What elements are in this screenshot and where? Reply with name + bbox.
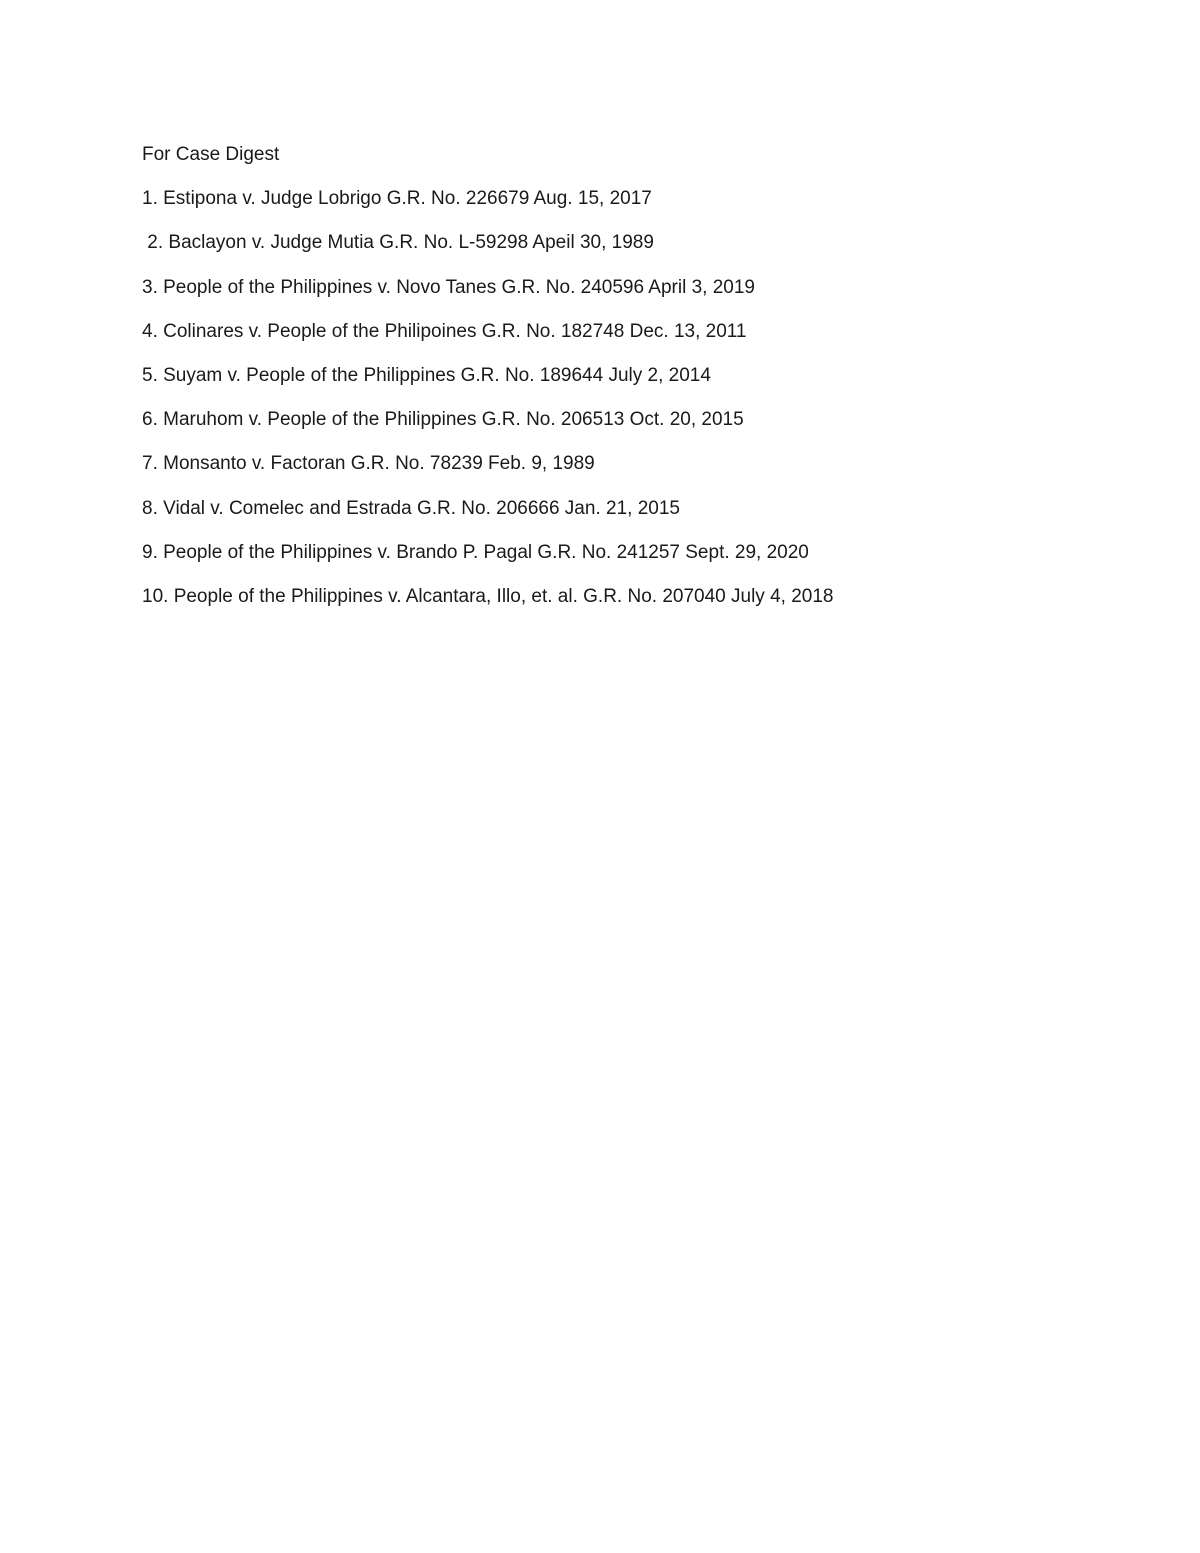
document-body [142,143,1102,629]
case-list-item: 1. Estipona v. Judge Lobrigo G.R. No. 226679 Aug. 15, 2017 [142,188,652,210]
case-list-item: 9. People of the Philippines v. Brando P. Pagal G.R. No. 241257 Sept. 29, 2020 [142,541,809,563]
case-list-item: 6. Maruhom v. People of the Philippines G.R. No. 206513 Oct. 20, 2015 [142,409,744,431]
document-heading: For Case Digest [142,144,280,165]
case-list-item: 8. Vidal v. Comelec and Estrada G.R. No. 206666 Jan. 21, 2015 [142,497,680,519]
case-list-item: 2. Baclayon v. Judge Mutia G.R. No. L-59298 Apeil 30, 1989 [142,232,654,254]
case-list-item: 7. Monsanto v. Factoran G.R. No. 78239 Feb. 9, 1989 [142,453,595,475]
case-list-item: 4. Colinares v. People of the Philipoines G.R. No. 182748 Dec. 13, 2011 [142,320,747,342]
case-list-item: 10. People of the Philippines v. Alcantara, Illo, et. al. G.R. No. 207040 July 4, 2018 [142,585,834,607]
case-list-item: 3. People of the Philippines v. Novo Tanes G.R. No. 240596 April 3, 2019 [142,276,755,298]
case-list-item: 5. Suyam v. People of the Philippines G.R. No. 189644 July 2, 2014 [142,364,711,386]
